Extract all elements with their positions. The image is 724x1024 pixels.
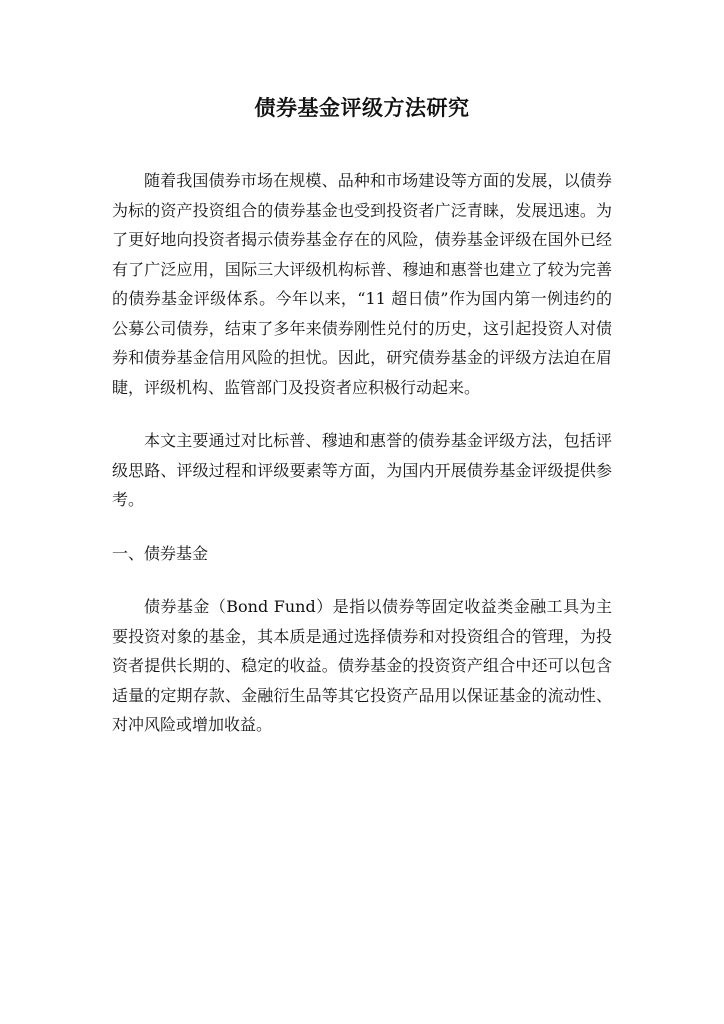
document-title: 债券基金评级方法研究 xyxy=(254,96,470,120)
intro-paragraph: 随着我国债券市场在规模、品种和市场建设等方面的发展，以债券为标的资产投资组合的债券基金也受到投资者广泛青睐，发展迅速。为了更好地向投资者揭示债券基金存在的风险，债券基金评级在国外已经有了广泛应用，国际三大评级机构标普、穆迪和惠誉也建立了较为完善的债券基金评级体系。今年以来，“11 超日债”作为国内第一例违约的公募公司债券，结束了多年来债券刚性兑付的历史，这引起投资人对债券和债券基金信用风险的担忧。因此，研究债券基金的评级方法迫在眉睫，评级机构、监管部门及投资者应积极行动起来。 xyxy=(112,171,612,397)
section-heading-bond-fund: 一、债券基金 xyxy=(112,543,209,563)
document-body xyxy=(112,92,612,764)
bond-fund-definition-paragraph: 债券基金（Bond Fund）是指以债券等固定收益类金融工具为主要投资对象的基金，其本质是通过选择债券和对投资组合的管理，为投资者提供长期的、稳定的收益。债券基金的投资资产组合中还可以包含适量的定期存款、金融衍生品等其它投资产品用以保证基金的流动性、对冲风险或增加收益。 xyxy=(112,597,612,734)
purpose-paragraph: 本文主要通过对比标普、穆迪和惠誉的债券基金评级方法，包括评级思路、评级过程和评级要素等方面，为国内开展债券基金评级提供参考。 xyxy=(112,431,612,509)
